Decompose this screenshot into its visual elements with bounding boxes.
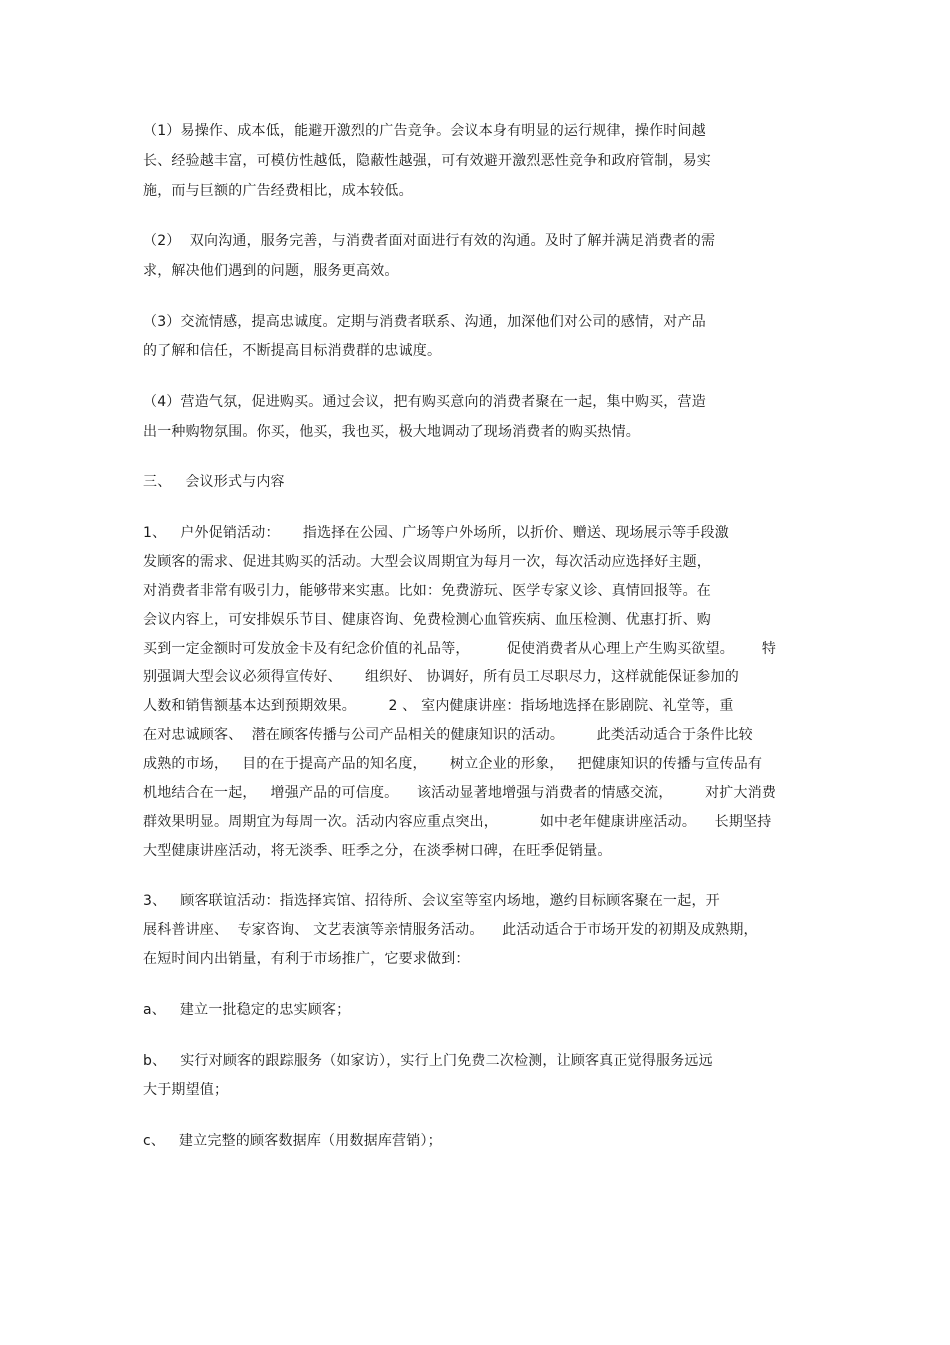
- item-2-line-4: 群效果明显。周期宜为每周一次。活动内容应重点突出， 如中老年健康讲座活动。 长期坚持: [143, 814, 772, 830]
- item-3-line-3: 在短时间内出销量，有利于市场推广，它要求做到：: [143, 951, 470, 967]
- paragraph-3-line-1: （3）交流情感，提高忠诚度。定期与消费者联系、沟通，加深他们对公司的感情，对产品: [143, 314, 706, 330]
- paragraph-4-line-2: 出一种购物氛围。你买，他买，我也买，极大地调动了现场消费者的购买热情。: [143, 424, 640, 440]
- paragraph-3-line-2: 的了解和信任，不断提高目标消费群的忠诚度。: [143, 343, 442, 359]
- list-item-b-line-2: 大于期望值；: [143, 1082, 229, 1098]
- item-3-line-2: 展科普讲座、 专家咨询、 文艺表演等亲情服务活动。 此活动适合于市场开发的初期及成熟期，: [143, 922, 758, 938]
- item-2-line-1: 在对忠诚顾客、 潜在顾客传播与公司产品相关的健康知识的活动。 此类活动适合于条件比较: [143, 727, 753, 743]
- item-1-line-1: 1、 户外促销活动： 指选择在公园、广场等户外场所，以折价、赠送、现场展示等手段激: [143, 525, 729, 541]
- list-item-c: c、 建立完整的顾客数据库（用数据库营销）；: [143, 1133, 442, 1149]
- item-2-line-2: 成熟的市场， 目的在于提高产品的知名度， 树立企业的形象， 把健康知识的传播与宣传品有: [143, 756, 763, 772]
- item-2-line-3: 机地结合在一起， 增强产品的可信度。 该活动显著地增强与消费者的情感交流， 对扩大消费: [143, 785, 777, 801]
- section-heading: 三、 会议形式与内容: [143, 474, 285, 490]
- paragraph-4-line-1: （4）营造气氛，促进购买。通过会议，把有购买意向的消费者聚在一起，集中购买，营造: [143, 394, 706, 410]
- item-1-line-7: 人数和销售额基本达到预期效果。 2 、 室内健康讲座：指场地选择在影剧院、礼堂等，重: [143, 698, 734, 714]
- paragraph-1-line-1: （1）易操作、成本低，能避开激烈的广告竞争。会议本身有明显的运行规律，操作时间越: [143, 123, 706, 139]
- item-3-line-1: 3、 顾客联谊活动：指选择宾馆、招待所、会议室等室内场地，邀约目标顾客聚在一起，开: [143, 893, 720, 909]
- paragraph-1-line-2: 长、经验越丰富，可模仿性越低，隐蔽性越强，可有效避开激烈恶性竞争和政府管制，易实: [143, 153, 711, 169]
- item-1-line-3: 对消费者非常有吸引力，能够带来实惠。比如：免费游玩、医学专家义诊、真情回报等。在: [143, 583, 711, 599]
- item-1-line-4: 会议内容上，可安排娱乐节目、健康咨询、免费检测心血管疾病、血压检测、优惠打折、购: [143, 612, 711, 628]
- list-item-a: a、 建立一批稳定的忠实顾客；: [143, 1002, 351, 1018]
- item-2-line-5: 大型健康讲座活动，将无淡季、旺季之分，在淡季树口碑，在旺季促销量。: [143, 843, 612, 859]
- paragraph-1-line-3: 施，而与巨额的广告经费相比，成本较低。: [143, 183, 413, 199]
- item-1-line-5: 买到一定金额时可发放金卡及有纪念价值的礼品等， 促使消费者从心理上产生购买欲望。 特: [143, 641, 777, 657]
- paragraph-2-line-2: 求，解决他们遇到的问题，服务更高效。: [143, 263, 399, 279]
- list-item-b-line-1: b、 实行对顾客的跟踪服务（如家访），实行上门免费二次检测，让顾客真正觉得服务远远: [143, 1053, 713, 1069]
- item-1-line-2: 发顾客的需求、促进其购买的活动。大型会议周期宜为每月一次，每次活动应选择好主题，: [143, 554, 711, 570]
- item-1-line-6: 别强调大型会议必须得宣传好、 组织好、 协调好，所有员工尽职尽力，这样就能保证参加的: [143, 669, 739, 685]
- paragraph-2-line-1: （2） 双向沟通，服务完善，与消费者面对面进行有效的沟通。及时了解并满足消费者的需: [143, 233, 716, 249]
